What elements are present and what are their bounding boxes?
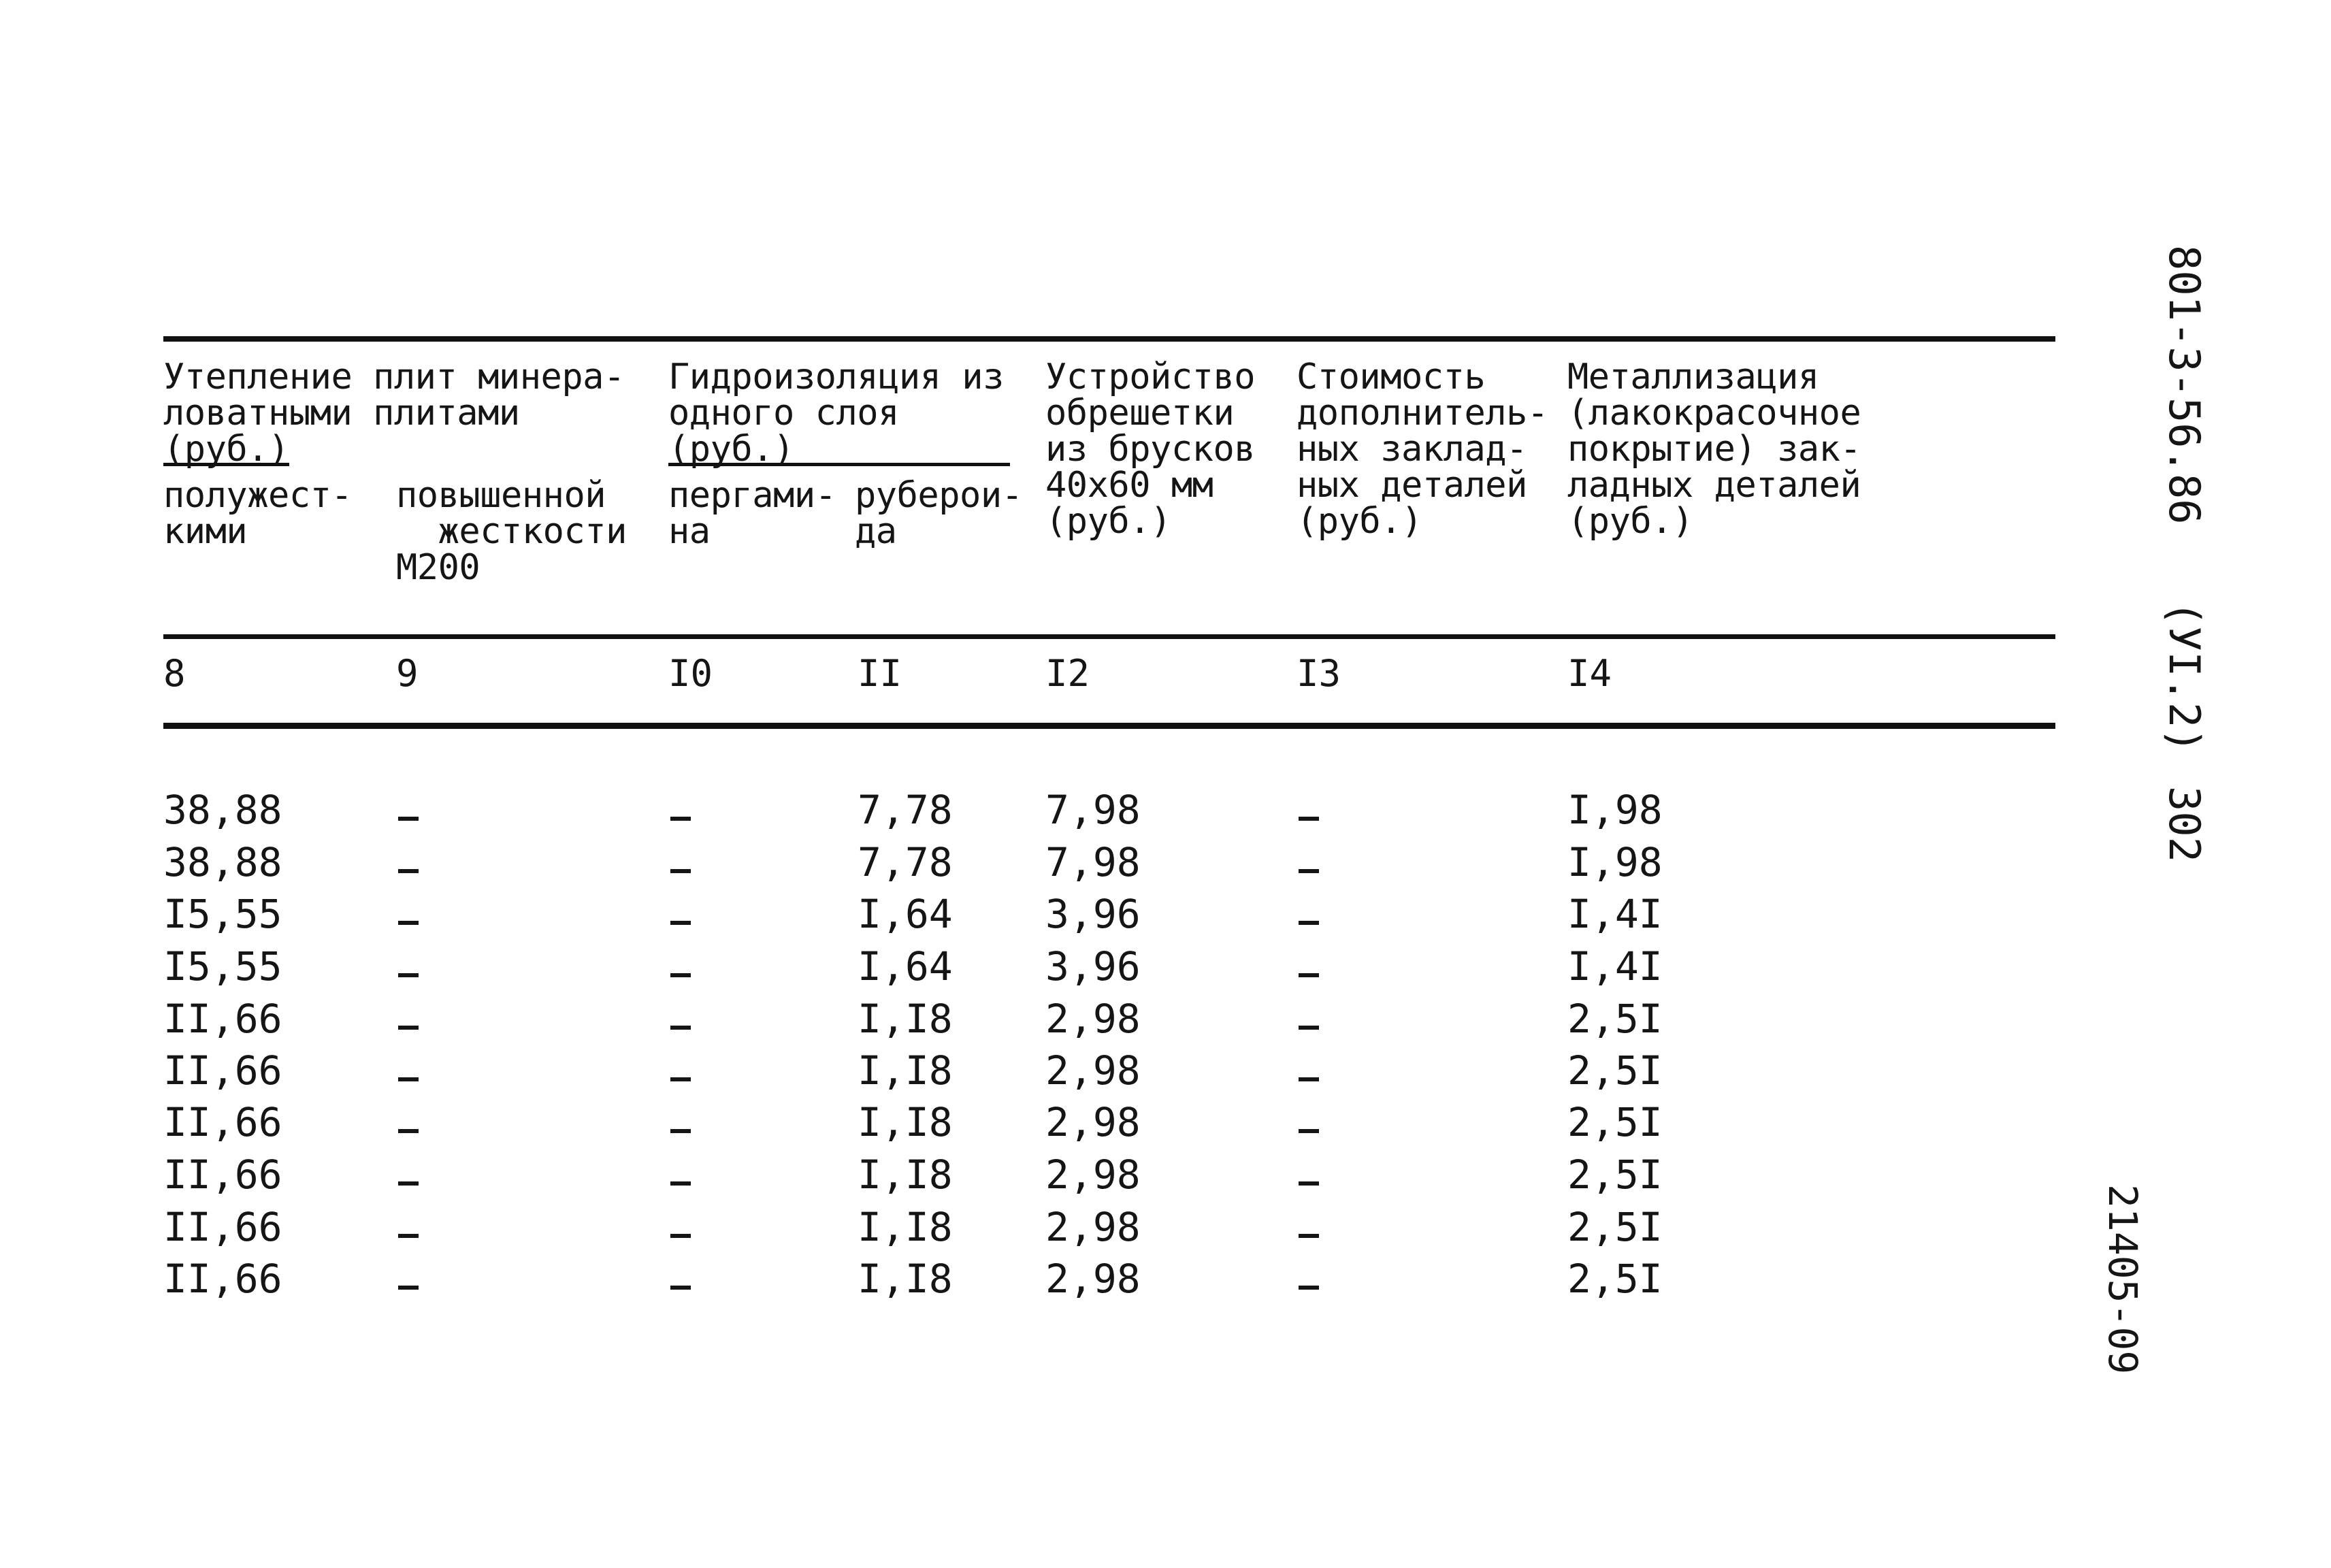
table-cell [396,1102,397,1143]
table-cell: I,I8 [858,996,953,1042]
table-cell: 2,98 [1045,1047,1141,1094]
table-cell [396,1050,397,1091]
table-cell: 38,88 [163,787,282,833]
table-cell: 2,98 [1045,1152,1141,1198]
table-cell [668,1050,669,1091]
archive-number: 21405-09 [2100,1184,2146,1375]
dash-mark [1299,1286,1319,1290]
table-cell: II,66 [163,1256,282,1302]
dash-mark [398,1286,419,1290]
table-cell [668,842,669,883]
table-cell [396,1258,397,1299]
table-cell: 2,98 [1045,996,1141,1042]
header-hydro-group: Гидроизоляция из одного слоя (руб.) [668,357,1004,470]
table-cell: 38,88 [163,839,282,885]
table-cell: 7,98 [1045,839,1141,885]
table-cell: 3,96 [1045,891,1141,937]
table-cell [668,1258,669,1299]
table-cell [396,1207,397,1247]
table-cell: 2,98 [1045,1204,1141,1250]
table-cell: 2,5I [1567,996,1663,1042]
dash-mark [1299,869,1319,873]
dash-mark [398,1129,419,1133]
table-cell: I,I8 [858,1256,953,1302]
dash-mark [1299,1077,1319,1081]
table-cell: 2,5I [1567,1047,1663,1094]
table-cell [668,789,669,830]
table-cell: 2,98 [1045,1099,1141,1145]
dash-mark [670,921,691,925]
dash-mark [1299,1129,1319,1133]
table-cell: 7,78 [858,839,953,885]
table-cell: 7,78 [858,787,953,833]
column-number-11: II [858,652,902,695]
dash-mark [670,1181,691,1186]
header-bottom-rule [163,634,2055,639]
table-cell: I5,55 [163,943,282,990]
header-insulation-group: Утепление плит минера- ловатными плитами (руб.) [163,357,625,470]
table-cell [668,1207,669,1247]
table-cell: 2,5I [1567,1099,1663,1145]
table-cell [396,789,397,830]
column-number-14: I4 [1567,652,1612,695]
table-cell [396,998,397,1039]
table-cell: 2,5I [1567,1152,1663,1198]
table-cell [396,1154,397,1195]
column-number-10: I0 [668,652,713,695]
table-cell [668,946,669,987]
dash-mark [398,869,419,873]
table-cell: I5,55 [163,891,282,937]
table-cell: I,4I [1567,943,1663,990]
dash-mark [1299,1026,1319,1030]
table-cell: 3,96 [1045,943,1141,990]
table-cell: I,I8 [858,1047,953,1094]
table-cell: I,98 [1567,839,1663,885]
table-cell: I,98 [1567,787,1663,833]
table-cell [396,894,397,934]
dash-mark [398,817,419,821]
page-number: 302 [2159,786,2209,862]
table-cell [668,998,669,1039]
table-cell: I,4I [1567,891,1663,937]
dash-mark [670,1234,691,1238]
dash-mark [1299,921,1319,925]
header-col-13: Стоимость дополнитель- ных заклад- ных деталей (руб.) [1297,357,1548,542]
dash-mark [670,1077,691,1081]
column-number-12: I2 [1045,652,1090,695]
table-cell: 2,98 [1045,1256,1141,1302]
dash-mark [1299,1234,1319,1238]
table-cell: 2,5I [1567,1204,1663,1250]
table-cell: 2,5I [1567,1256,1663,1302]
document-code: 801-3-56.86 (УI.2) [2159,245,2209,753]
table-cell: I,I8 [858,1204,953,1250]
column-number-8: 8 [163,652,186,695]
header-col-12: Устройство обрешетки из брусков 40х60 мм (руб.) [1045,357,1256,542]
table-cell: II,66 [163,996,282,1042]
dash-mark [398,921,419,925]
table-cell: II,66 [163,1047,282,1094]
table-top-rule [163,336,2055,342]
header-col-14: Металлизация (лакокрасочное покрытие) зак- ладных деталей (руб.) [1567,357,1861,542]
table-cell: I,I8 [858,1152,953,1198]
table-cell [668,894,669,934]
table-cell [396,842,397,883]
dash-mark [398,1181,419,1186]
dash-mark [1299,1181,1319,1186]
table-cell: II,66 [163,1204,282,1250]
dash-mark [670,869,691,873]
dash-mark [1299,817,1319,821]
dash-mark [1299,973,1319,977]
table-cell: II,66 [163,1152,282,1198]
dash-mark [398,1077,419,1081]
dash-mark [670,817,691,821]
table-cell: II,66 [163,1099,282,1145]
header-col-8: полужест- кими [163,475,353,552]
table-cell [396,946,397,987]
table-cell: I,64 [858,943,953,990]
dash-mark [670,1129,691,1133]
table-cell: I,I8 [858,1099,953,1145]
column-number-13: I3 [1297,652,1341,695]
table-cell: 7,98 [1045,787,1141,833]
dash-mark [670,1026,691,1030]
column-numbers-rule [163,723,2055,729]
table-cell [668,1154,669,1195]
dash-mark [398,1234,419,1238]
header-col-11: руберои- да [855,475,1023,552]
header-col-9: повышенной жесткости М200 [396,475,627,588]
dash-mark [398,1026,419,1030]
dash-mark [398,973,419,977]
table-cell [668,1102,669,1143]
header-col-10: пергами- на [668,475,836,552]
dash-mark [670,1286,691,1290]
dash-mark [670,973,691,977]
column-number-9: 9 [396,652,419,695]
table-cell: I,64 [858,891,953,937]
